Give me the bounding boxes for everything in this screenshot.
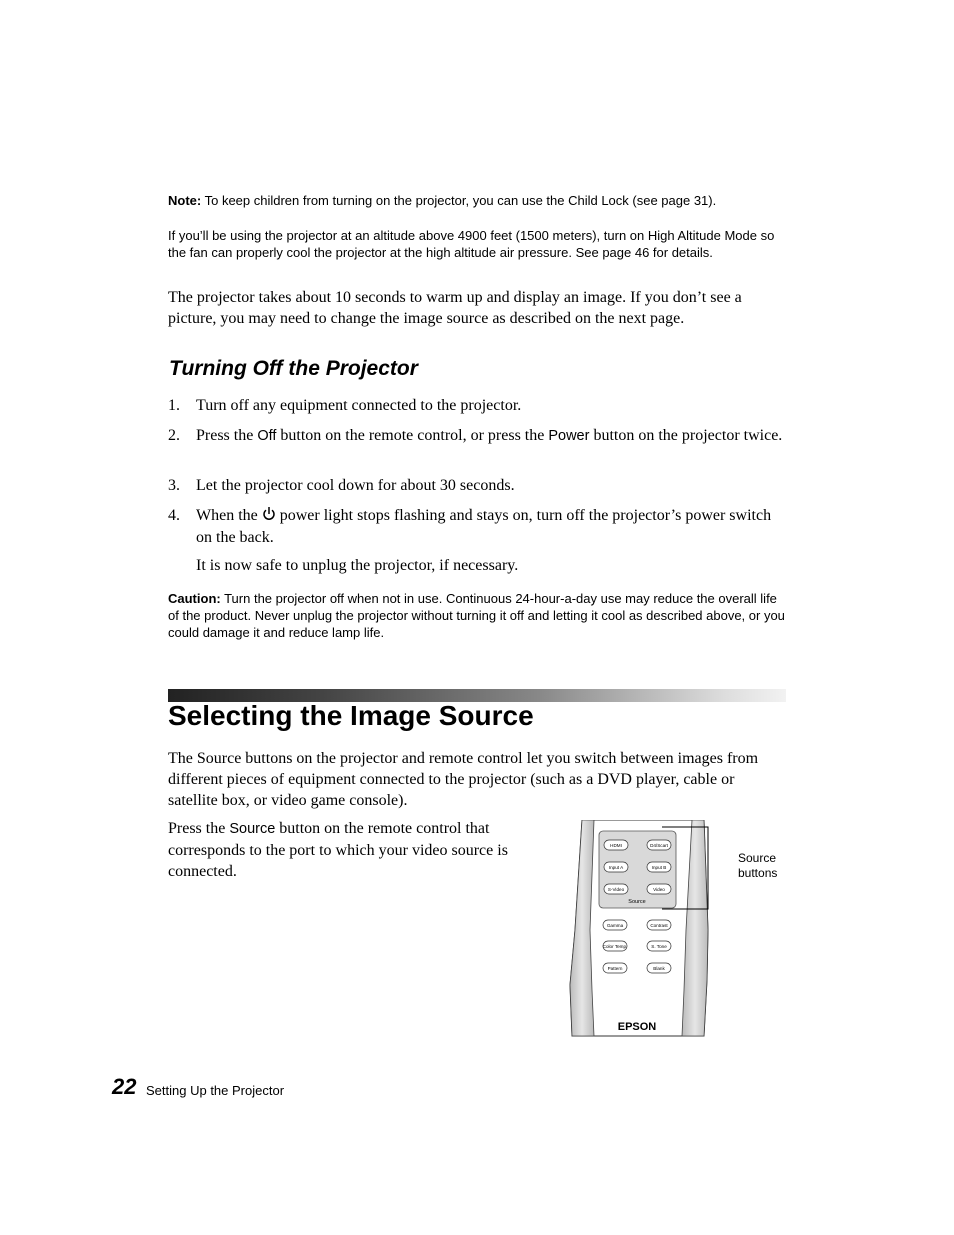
brand-logo: EPSON [617, 1021, 657, 1033]
caution-text: Turn the projector off when not in use. Continuous 24-hour-a-day use may reduce the overall life of the product. Never unplug the projector without turning it off and letting it cool as described above, or you could damage it and reduce lamp life. [168, 591, 785, 640]
step-text-part: button on the remote control, or press the [276, 427, 549, 444]
source-keyword: Source [229, 821, 276, 837]
svg-text:Input A: Input A [608, 865, 624, 870]
warmup-paragraph: The projector takes about 10 seconds to warm up and display an image. If you don’t see a picture, you may need to change the image source as described on the next page. [168, 289, 742, 327]
selecting-heading: Selecting the Image Source [168, 700, 534, 731]
step-text-part: power light stops flashing and stays on, turn off the projector’s power switch on the back. [196, 507, 772, 546]
turning-off-heading: Turning Off the Projector [169, 357, 418, 380]
step-number: 3. [168, 477, 180, 494]
power-keyword: Power [548, 428, 590, 444]
remote-left-edge [570, 820, 594, 1036]
caution-label: Caution: [168, 591, 221, 606]
source-button [604, 884, 628, 894]
source-buttons-bracket [660, 826, 712, 912]
svg-text:Input B: Input B [651, 865, 667, 870]
press-source-text [168, 818, 528, 882]
remote-button [647, 941, 671, 951]
source-panel-label: Source [628, 899, 646, 905]
svg-text:Video: Video [653, 887, 665, 892]
safe-unplug-text: It is now safe to unplug the projector, if necessary. [196, 557, 519, 574]
step-number: 4. [168, 507, 180, 524]
remote-button [647, 920, 671, 930]
svg-text:Contrast: Contrast [650, 923, 668, 928]
step-number: 2. [168, 427, 180, 444]
press-text-part: button on the remote control that corresponds to the port to which your video source is connected. [168, 820, 508, 880]
press-text-part: Press the [168, 820, 230, 837]
svg-text:Gamma: Gamma [606, 923, 624, 928]
callout-line: Source [738, 851, 777, 865]
svg-text:S. Tone: S. Tone [651, 944, 667, 949]
caution-note [168, 590, 788, 641]
remote-button [603, 920, 627, 930]
step-text: Let the projector cool down for about 30 seconds. [196, 477, 515, 494]
off-keyword: Off [257, 428, 277, 444]
selecting-intro: The Source buttons on the projector and remote control let you switch between images from different pieces of equipment connected to the projector (such as a DVD player, cable or satellite box, or video game console). [168, 750, 759, 809]
step-text-part: button on the projector twice. [589, 427, 783, 444]
step-text [196, 426, 788, 446]
step-text-part: Press the [196, 427, 258, 444]
svg-text:D4/Scart: D4/Scart [650, 843, 668, 848]
note-label: Note: [168, 193, 202, 208]
source-buttons-callout [738, 851, 777, 881]
note-text: To keep children from turning on the projector, you can use the Child Lock (see page 31). [201, 193, 717, 208]
power-icon [262, 506, 276, 528]
note-altitude: If you’ll be using the projector at an altitude above 4900 feet (1500 meters), turn on High Altitude Mode so the fan can properly cool the projector at the high altitude air pressure. See page 46 for details. [168, 228, 775, 260]
svg-text:HDMI: HDMI [610, 843, 622, 848]
step-text: Turn off any equipment connected to the projector. [196, 397, 522, 414]
step-number: 1. [168, 397, 180, 414]
source-button [604, 862, 628, 872]
svg-text:S-Video: S-Video [607, 887, 625, 892]
svg-text:Pattern: Pattern [607, 966, 623, 971]
step-text [196, 506, 788, 548]
footer-section-title: Setting Up the Projector [146, 1083, 285, 1098]
source-button [604, 840, 628, 850]
svg-text:Blank: Blank [653, 966, 665, 971]
svg-text:Color Temp.: Color Temp. [602, 944, 628, 949]
page-number: 22 [112, 1074, 137, 1099]
note-child-lock [168, 192, 788, 209]
remote-button [603, 941, 628, 951]
callout-line: buttons [738, 866, 778, 880]
remote-button [647, 963, 671, 973]
remote-button [603, 963, 627, 973]
step-text-part: When the [196, 507, 262, 524]
